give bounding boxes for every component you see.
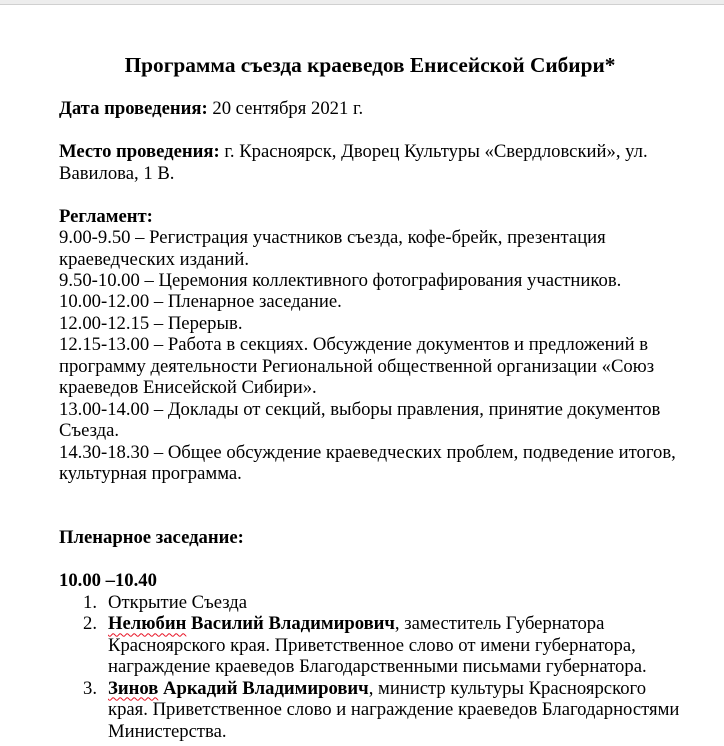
agenda-item — [83, 591, 688, 613]
date-paragraph — [59, 98, 688, 119]
schedule-item: 14.30-18.30 – Общее обсуждение краеведческих проблем, подведение итогов, культурная программа. — [59, 441, 676, 485]
speaker-name — [108, 613, 395, 634]
speaker-given-names: Василий Владимирович — [191, 613, 395, 635]
date-label: Дата проведения: — [59, 98, 208, 120]
venue-label: Место проведения: — [59, 141, 220, 163]
venue-value: г. Красноярск, Дворец Культуры «Свердловский», ул. Вавилова, 1 В. — [59, 141, 648, 184]
schedule-item: 10.00-12.00 – Пленарное заседание. — [59, 291, 342, 313]
plenary-agenda-list — [59, 592, 688, 742]
schedule-item: 12.00-12.15 – Перерыв. — [59, 312, 243, 334]
agenda-item — [83, 677, 688, 742]
misspelled-word[interactable]: Нелюбин — [108, 613, 187, 635]
schedule-item: 9.50-10.00 – Церемония коллективного фотографирования участников. — [59, 270, 622, 292]
schedule-item: 13.00-14.00 – Доклады от секций, выборы правления, принятие документов Съезда. — [59, 398, 661, 442]
schedule-list — [59, 227, 688, 484]
plenary-session-time: 10.00 –10.40 — [59, 570, 157, 592]
list-number: 1. — [83, 591, 97, 613]
schedule-item: 9.00-9.50 – Регистрация участников съезда, кофе-брейк, презентация краеведческих изданий. — [59, 227, 606, 270]
plenary-heading: Пленарное заседание: — [59, 527, 244, 549]
schedule-heading: Регламент: — [59, 205, 153, 227]
date-value: 20 сентября 2021 г. — [212, 98, 364, 120]
document-title: Программа съезда краеведов Енисейской Сибири* — [124, 53, 616, 77]
agenda-item — [83, 613, 688, 678]
list-number: 2. — [83, 613, 97, 635]
document-body — [59, 53, 688, 742]
agenda-item-text: , заместитель Губернатора Красноярского края. Приветственное слово от имени губернатора, награждение краеведов Благодарственными письмами губернатора. — [108, 613, 647, 678]
list-number: 3. — [83, 677, 97, 699]
document-page[interactable] — [0, 5, 724, 746]
misspelled-word[interactable]: Зинов — [108, 677, 159, 699]
speaker-name — [108, 678, 369, 699]
venue-paragraph — [59, 141, 688, 184]
agenda-item-text: , министр культуры Красноярского края. Приветственное слово и награждение краеведов Благодарностями Министерства. — [108, 677, 680, 742]
agenda-item-text: Открытие Съезда — [108, 591, 248, 613]
schedule-item: 12.15-13.00 – Работа в секциях. Обсуждение документов и предложений в программу деятельности Региональной общественной организации «Союз краеведов Енисейской Сибири». — [59, 334, 655, 399]
speaker-given-names: Аркадий Владимирович — [162, 677, 369, 699]
